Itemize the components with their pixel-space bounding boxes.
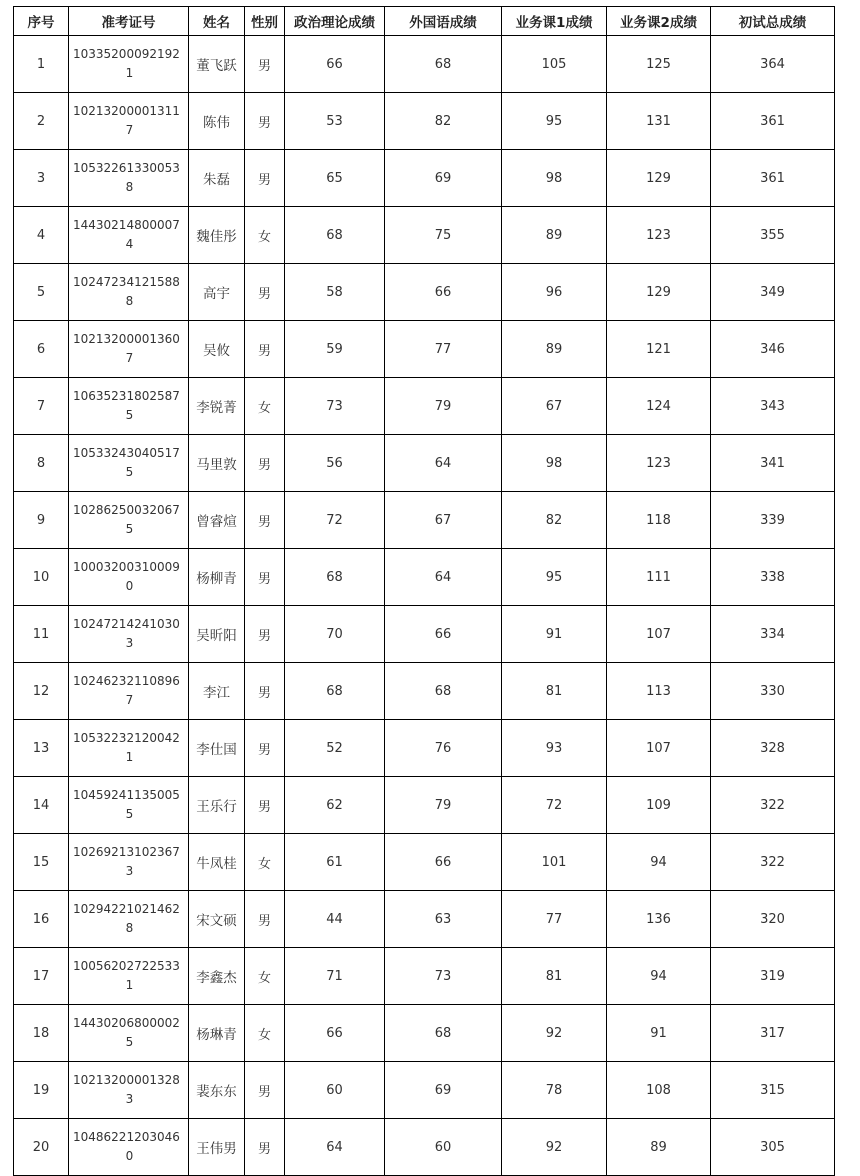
- foreign-language-score-cell: 68: [385, 1005, 502, 1062]
- name-cell: 裴东东: [189, 1062, 245, 1119]
- exam-id-line: 10056202722533: [73, 959, 180, 973]
- course1-score-cell: 78: [502, 1062, 607, 1119]
- table-row: [14, 93, 835, 150]
- total-score-cell: 328: [711, 720, 835, 777]
- name-cell: 宋文硕: [189, 891, 245, 948]
- gender-cell: 男: [245, 150, 285, 207]
- course2-score-cell: 108: [607, 1062, 711, 1119]
- exam-id-cell: [69, 36, 189, 93]
- politics-score-cell: 71: [285, 948, 385, 1005]
- gender-cell: 男: [245, 891, 285, 948]
- course1-score-cell: 81: [502, 948, 607, 1005]
- course2-score-cell: 107: [607, 606, 711, 663]
- total-score-cell: 338: [711, 549, 835, 606]
- table-body: [14, 36, 835, 1176]
- politics-score-cell: 59: [285, 321, 385, 378]
- politics-score-cell: 64: [285, 1119, 385, 1176]
- exam-id-cell: [69, 1005, 189, 1062]
- total-score-cell: 330: [711, 663, 835, 720]
- foreign-language-score-cell: 82: [385, 93, 502, 150]
- course2-score-cell: 118: [607, 492, 711, 549]
- exam-id-line: 4: [125, 237, 134, 251]
- exam-id-cell: [69, 150, 189, 207]
- header-row: [14, 7, 835, 36]
- exam-id-line: 10269213102367: [73, 845, 180, 859]
- politics-score-cell: 66: [285, 1005, 385, 1062]
- foreign-language-score-cell: 79: [385, 777, 502, 834]
- seq-cell: 3: [14, 150, 69, 207]
- header-name: 姓名: [189, 7, 245, 36]
- foreign-language-score-cell: 68: [385, 663, 502, 720]
- exam-id-line: 7: [125, 123, 134, 137]
- header-course2-score: 业务课2成绩: [607, 7, 711, 36]
- exam-id-line: 5: [125, 408, 134, 422]
- total-score-cell: 334: [711, 606, 835, 663]
- course2-score-cell: 129: [607, 264, 711, 321]
- course1-score-cell: 91: [502, 606, 607, 663]
- politics-score-cell: 68: [285, 207, 385, 264]
- total-score-cell: 319: [711, 948, 835, 1005]
- seq-cell: 7: [14, 378, 69, 435]
- exam-id-line: 7: [125, 693, 134, 707]
- gender-cell: 男: [245, 1062, 285, 1119]
- politics-score-cell: 61: [285, 834, 385, 891]
- foreign-language-score-cell: 66: [385, 834, 502, 891]
- exam-id-line: 10213200001360: [73, 332, 180, 346]
- exam-id-line: 10213200001311: [73, 104, 180, 118]
- name-cell: 牛凤桂: [189, 834, 245, 891]
- exam-id-line: 1: [125, 750, 134, 764]
- total-score-cell: 320: [711, 891, 835, 948]
- exam-id-line: 10003200310009: [73, 560, 180, 574]
- foreign-language-score-cell: 60: [385, 1119, 502, 1176]
- exam-id-cell: [69, 1062, 189, 1119]
- course2-score-cell: 125: [607, 36, 711, 93]
- seq-cell: 2: [14, 93, 69, 150]
- exam-id-line: 10246232110896: [73, 674, 180, 688]
- seq-cell: 9: [14, 492, 69, 549]
- seq-cell: 19: [14, 1062, 69, 1119]
- foreign-language-score-cell: 69: [385, 150, 502, 207]
- course1-score-cell: 89: [502, 207, 607, 264]
- exam-id-cell: [69, 606, 189, 663]
- seq-cell: 15: [14, 834, 69, 891]
- foreign-language-score-cell: 63: [385, 891, 502, 948]
- header-total-score: 初试总成绩: [711, 7, 835, 36]
- gender-cell: 女: [245, 1005, 285, 1062]
- header-politics-score: 政治理论成绩: [285, 7, 385, 36]
- course1-score-cell: 95: [502, 93, 607, 150]
- course1-score-cell: 82: [502, 492, 607, 549]
- seq-cell: 17: [14, 948, 69, 1005]
- course2-score-cell: 94: [607, 948, 711, 1005]
- course1-score-cell: 95: [502, 549, 607, 606]
- exam-id-line: 8: [125, 921, 134, 935]
- course2-score-cell: 91: [607, 1005, 711, 1062]
- politics-score-cell: 68: [285, 663, 385, 720]
- table-row: [14, 492, 835, 549]
- exam-id-line: 7: [125, 351, 134, 365]
- course1-score-cell: 89: [502, 321, 607, 378]
- gender-cell: 男: [245, 549, 285, 606]
- exam-id-cell: [69, 435, 189, 492]
- politics-score-cell: 60: [285, 1062, 385, 1119]
- course2-score-cell: 129: [607, 150, 711, 207]
- exam-id-line: 1: [125, 66, 134, 80]
- total-score-cell: 346: [711, 321, 835, 378]
- name-cell: 高宇: [189, 264, 245, 321]
- exam-id-line: 3: [125, 864, 134, 878]
- exam-id-line: 0: [125, 579, 134, 593]
- politics-score-cell: 73: [285, 378, 385, 435]
- course2-score-cell: 131: [607, 93, 711, 150]
- name-cell: 魏佳彤: [189, 207, 245, 264]
- exam-id-line: 10286250032067: [73, 503, 180, 517]
- table-row: [14, 834, 835, 891]
- foreign-language-score-cell: 79: [385, 378, 502, 435]
- seq-cell: 18: [14, 1005, 69, 1062]
- table-row: [14, 606, 835, 663]
- name-cell: 王乐行: [189, 777, 245, 834]
- exam-id-line: 10213200001328: [73, 1073, 180, 1087]
- course2-score-cell: 123: [607, 435, 711, 492]
- total-score-cell: 305: [711, 1119, 835, 1176]
- gender-cell: 男: [245, 720, 285, 777]
- gender-cell: 男: [245, 663, 285, 720]
- politics-score-cell: 70: [285, 606, 385, 663]
- exam-id-cell: [69, 948, 189, 1005]
- seq-cell: 16: [14, 891, 69, 948]
- score-table: [13, 6, 835, 1176]
- exam-id-line: 0: [125, 1149, 134, 1163]
- total-score-cell: 315: [711, 1062, 835, 1119]
- exam-id-line: 5: [125, 522, 134, 536]
- exam-id-cell: [69, 777, 189, 834]
- exam-id-line: 1: [125, 978, 134, 992]
- header-foreign-language-score: 外国语成绩: [385, 7, 502, 36]
- exam-id-line: 10459241135005: [73, 788, 180, 802]
- name-cell: 李锐菁: [189, 378, 245, 435]
- exam-id-cell: [69, 264, 189, 321]
- total-score-cell: 361: [711, 150, 835, 207]
- exam-id-line: 3: [125, 1092, 134, 1106]
- exam-id-line: 10486221203046: [73, 1130, 180, 1144]
- seq-cell: 6: [14, 321, 69, 378]
- exam-id-line: 5: [125, 1035, 134, 1049]
- header-seq: 序号: [14, 7, 69, 36]
- gender-cell: 男: [245, 435, 285, 492]
- foreign-language-score-cell: 64: [385, 435, 502, 492]
- exam-id-cell: [69, 891, 189, 948]
- foreign-language-score-cell: 68: [385, 36, 502, 93]
- foreign-language-score-cell: 77: [385, 321, 502, 378]
- course2-score-cell: 124: [607, 378, 711, 435]
- exam-id-cell: [69, 492, 189, 549]
- seq-cell: 5: [14, 264, 69, 321]
- table-row: [14, 948, 835, 1005]
- exam-id-cell: [69, 549, 189, 606]
- exam-id-line: 14430214800007: [73, 218, 180, 232]
- exam-id-line: 10294221021462: [73, 902, 180, 916]
- course1-score-cell: 101: [502, 834, 607, 891]
- name-cell: 李江: [189, 663, 245, 720]
- name-cell: 曾睿煊: [189, 492, 245, 549]
- gender-cell: 男: [245, 264, 285, 321]
- gender-cell: 男: [245, 606, 285, 663]
- exam-id-line: 10247214241030: [73, 617, 180, 631]
- table-row: [14, 891, 835, 948]
- exam-id-cell: [69, 207, 189, 264]
- course2-score-cell: 94: [607, 834, 711, 891]
- name-cell: 朱磊: [189, 150, 245, 207]
- politics-score-cell: 62: [285, 777, 385, 834]
- name-cell: 陈伟: [189, 93, 245, 150]
- gender-cell: 男: [245, 36, 285, 93]
- table-row: [14, 1062, 835, 1119]
- gender-cell: 男: [245, 1119, 285, 1176]
- gender-cell: 男: [245, 492, 285, 549]
- table-row: [14, 1119, 835, 1176]
- name-cell: 李仕国: [189, 720, 245, 777]
- table-row: [14, 378, 835, 435]
- exam-id-line: 10247234121588: [73, 275, 180, 289]
- course1-score-cell: 98: [502, 435, 607, 492]
- course2-score-cell: 111: [607, 549, 711, 606]
- course1-score-cell: 92: [502, 1005, 607, 1062]
- course2-score-cell: 121: [607, 321, 711, 378]
- seq-cell: 13: [14, 720, 69, 777]
- politics-score-cell: 52: [285, 720, 385, 777]
- course1-score-cell: 67: [502, 378, 607, 435]
- gender-cell: 男: [245, 321, 285, 378]
- course1-score-cell: 81: [502, 663, 607, 720]
- course1-score-cell: 72: [502, 777, 607, 834]
- header-exam-id: 准考证号: [69, 7, 189, 36]
- foreign-language-score-cell: 66: [385, 264, 502, 321]
- course2-score-cell: 109: [607, 777, 711, 834]
- exam-id-line: 14430206800002: [73, 1016, 180, 1030]
- name-cell: 杨琳青: [189, 1005, 245, 1062]
- foreign-language-score-cell: 69: [385, 1062, 502, 1119]
- course1-score-cell: 77: [502, 891, 607, 948]
- seq-cell: 11: [14, 606, 69, 663]
- table-row: [14, 720, 835, 777]
- exam-id-line: 10532232120042: [73, 731, 180, 745]
- total-score-cell: 364: [711, 36, 835, 93]
- course1-score-cell: 98: [502, 150, 607, 207]
- table-row: [14, 321, 835, 378]
- politics-score-cell: 66: [285, 36, 385, 93]
- exam-id-line: 10533243040517: [73, 446, 180, 460]
- table-row: [14, 36, 835, 93]
- name-cell: 王伟男: [189, 1119, 245, 1176]
- politics-score-cell: 58: [285, 264, 385, 321]
- course2-score-cell: 123: [607, 207, 711, 264]
- course1-score-cell: 93: [502, 720, 607, 777]
- exam-id-cell: [69, 720, 189, 777]
- course2-score-cell: 107: [607, 720, 711, 777]
- exam-id-cell: [69, 93, 189, 150]
- foreign-language-score-cell: 73: [385, 948, 502, 1005]
- total-score-cell: 349: [711, 264, 835, 321]
- course2-score-cell: 136: [607, 891, 711, 948]
- table-row: [14, 264, 835, 321]
- total-score-cell: 322: [711, 777, 835, 834]
- total-score-cell: 361: [711, 93, 835, 150]
- total-score-cell: 317: [711, 1005, 835, 1062]
- exam-id-cell: [69, 321, 189, 378]
- table-row: [14, 150, 835, 207]
- exam-id-line: 5: [125, 807, 134, 821]
- table-row: [14, 435, 835, 492]
- table-row: [14, 663, 835, 720]
- table-row: [14, 1005, 835, 1062]
- course1-score-cell: 105: [502, 36, 607, 93]
- exam-id-line: 10335200092192: [73, 47, 180, 61]
- gender-cell: 女: [245, 834, 285, 891]
- exam-id-line: 5: [125, 465, 134, 479]
- total-score-cell: 355: [711, 207, 835, 264]
- name-cell: 董飞跃: [189, 36, 245, 93]
- gender-cell: 女: [245, 948, 285, 1005]
- exam-id-cell: [69, 1119, 189, 1176]
- politics-score-cell: 44: [285, 891, 385, 948]
- course2-score-cell: 113: [607, 663, 711, 720]
- total-score-cell: 339: [711, 492, 835, 549]
- exam-id-line: 3: [125, 636, 134, 650]
- seq-cell: 4: [14, 207, 69, 264]
- total-score-cell: 343: [711, 378, 835, 435]
- exam-id-line: 8: [125, 180, 134, 194]
- total-score-cell: 341: [711, 435, 835, 492]
- seq-cell: 12: [14, 663, 69, 720]
- header-gender: 性别: [245, 7, 285, 36]
- foreign-language-score-cell: 64: [385, 549, 502, 606]
- name-cell: 吴昕阳: [189, 606, 245, 663]
- seq-cell: 20: [14, 1119, 69, 1176]
- course2-score-cell: 89: [607, 1119, 711, 1176]
- politics-score-cell: 65: [285, 150, 385, 207]
- foreign-language-score-cell: 76: [385, 720, 502, 777]
- course1-score-cell: 96: [502, 264, 607, 321]
- seq-cell: 1: [14, 36, 69, 93]
- politics-score-cell: 56: [285, 435, 385, 492]
- exam-id-cell: [69, 834, 189, 891]
- course1-score-cell: 92: [502, 1119, 607, 1176]
- gender-cell: 女: [245, 207, 285, 264]
- name-cell: 杨柳青: [189, 549, 245, 606]
- total-score-cell: 322: [711, 834, 835, 891]
- table-row: [14, 549, 835, 606]
- foreign-language-score-cell: 66: [385, 606, 502, 663]
- exam-id-cell: [69, 378, 189, 435]
- exam-id-cell: [69, 663, 189, 720]
- exam-id-line: 10635231802587: [73, 389, 180, 403]
- politics-score-cell: 53: [285, 93, 385, 150]
- table-row: [14, 207, 835, 264]
- foreign-language-score-cell: 75: [385, 207, 502, 264]
- gender-cell: 男: [245, 93, 285, 150]
- seq-cell: 8: [14, 435, 69, 492]
- name-cell: 李鑫杰: [189, 948, 245, 1005]
- name-cell: 吴攸: [189, 321, 245, 378]
- gender-cell: 女: [245, 378, 285, 435]
- seq-cell: 14: [14, 777, 69, 834]
- name-cell: 马里敦: [189, 435, 245, 492]
- exam-id-line: 10532261330053: [73, 161, 180, 175]
- seq-cell: 10: [14, 549, 69, 606]
- foreign-language-score-cell: 67: [385, 492, 502, 549]
- politics-score-cell: 72: [285, 492, 385, 549]
- exam-id-line: 8: [125, 294, 134, 308]
- politics-score-cell: 68: [285, 549, 385, 606]
- gender-cell: 男: [245, 777, 285, 834]
- table-row: [14, 777, 835, 834]
- header-course1-score: 业务课1成绩: [502, 7, 607, 36]
